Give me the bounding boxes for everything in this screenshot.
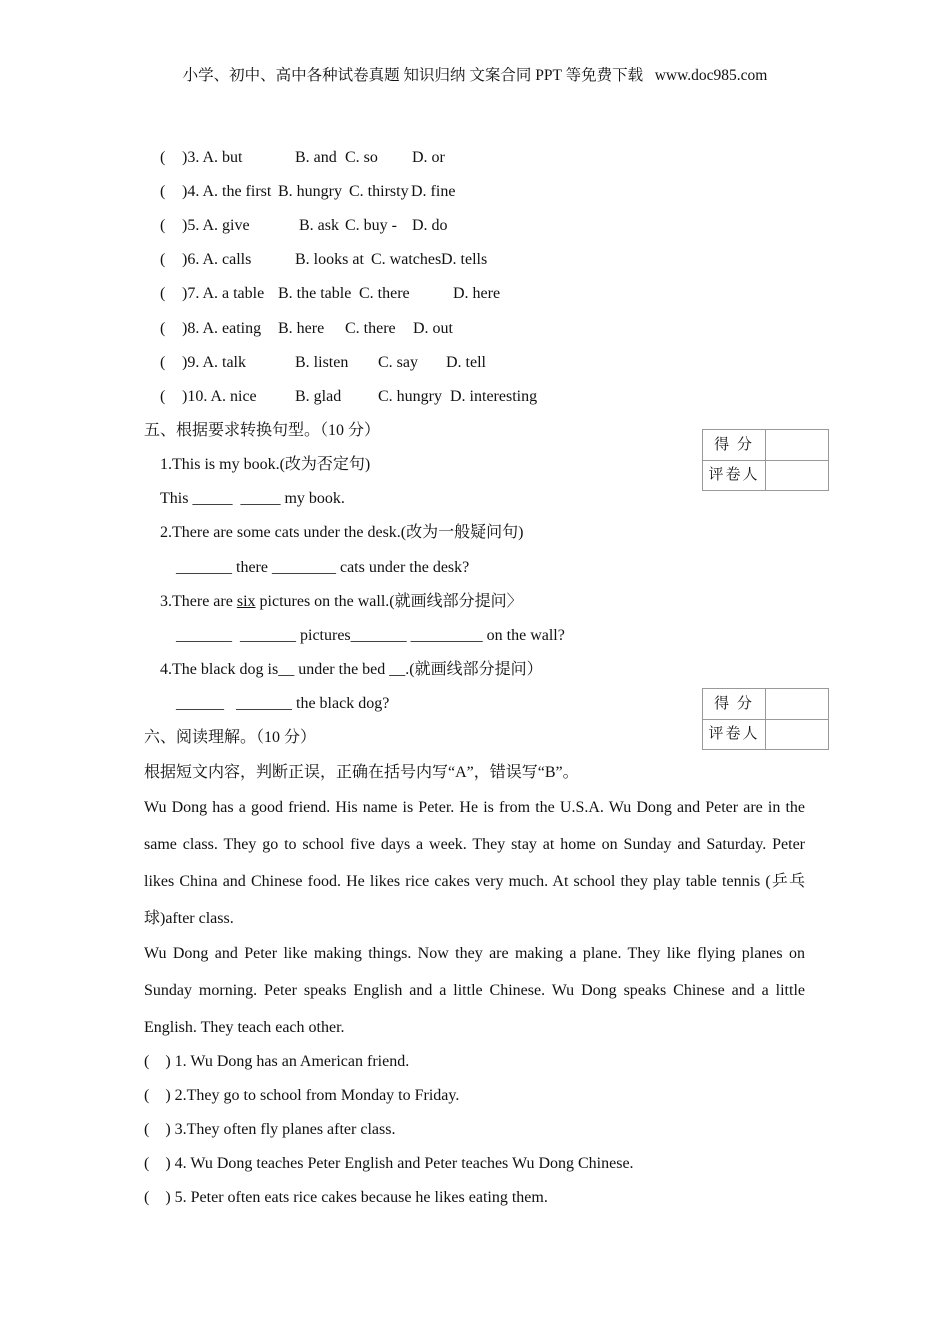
grader-value[interactable]	[766, 719, 828, 749]
choice-d: D. fine	[411, 183, 456, 200]
choice-row-7	[160, 284, 501, 304]
choice-row-8	[160, 319, 453, 339]
choice-c: C. there	[345, 320, 396, 337]
s5-question-1: 1.This is my book.(改为否定句)	[160, 456, 371, 473]
choice-b: B. looks at	[295, 251, 364, 268]
score-box-1	[702, 429, 829, 491]
choice-d: D. tell	[446, 354, 486, 371]
answer-paren[interactable]: (	[160, 217, 166, 234]
section6-title: 六、阅读理解。（10 分）	[144, 729, 317, 746]
score-value[interactable]	[766, 689, 828, 719]
s5-answer-4[interactable]: ______ _______ the black dog?	[176, 695, 390, 712]
choice-row-6	[160, 250, 488, 270]
s5-question-2: 2.There are some cats under the desk.(改为一般疑问句)	[160, 524, 524, 541]
choice-c: C. so	[345, 149, 378, 166]
choice-c: C. watches	[371, 251, 442, 268]
choice-c: C. buy -	[345, 217, 397, 234]
statement-5[interactable]: ( ) 5. Peter often eats rice cakes because he likes eating them.	[144, 1189, 548, 1206]
choice-b: B. listen	[295, 354, 349, 371]
choice-row-10	[160, 387, 538, 407]
choice-d: D. out	[413, 320, 453, 337]
choice-b: B. glad	[295, 388, 342, 405]
score-label: 得 分	[703, 430, 766, 460]
choice-row-5	[160, 216, 448, 236]
choice-c: C. hungry	[378, 388, 442, 405]
s5-q3-pre: 3.There are	[160, 593, 237, 610]
choice-c: C. thirsty	[349, 183, 409, 200]
choice-b: B. here	[278, 320, 325, 337]
choice-d: D. or	[412, 149, 445, 166]
choice-a: )5. A. give	[182, 217, 250, 234]
choice-b: B. ask	[299, 217, 339, 234]
choice-d: D. interesting	[450, 388, 538, 405]
answer-paren[interactable]: (	[160, 183, 166, 200]
statement-2[interactable]: ( ) 2.They go to school from Monday to Friday.	[144, 1087, 460, 1104]
s5-q3-underlined: six	[236, 593, 256, 610]
s5-question-3	[160, 592, 523, 612]
statement-3[interactable]: ( ) 3.They often fly planes after class.	[144, 1121, 396, 1138]
choice-d: D. here	[453, 285, 501, 302]
page-header: 小学、初中、高中各种试卷真题 知识归纳 文案合同 PPT 等免费下载 www.doc985.com	[182, 67, 768, 84]
choice-a: )10. A. nice	[182, 388, 257, 405]
choice-d: D. do	[412, 217, 448, 234]
statement-4[interactable]: ( ) 4. Wu Dong teaches Peter English and Peter teaches Wu Dong Chinese.	[144, 1155, 634, 1172]
reading-paragraph-2: Wu Dong and Peter like making things. Now they are making a plane. They like flying planes on Sunday morning. Peter speaks English and a little Chinese. Wu Dong speaks Chinese and a little English. They teach each other.	[144, 945, 805, 1036]
s5-answer-1[interactable]: This _____ _____ my book.	[160, 490, 345, 507]
choice-a: )8. A. eating	[182, 320, 262, 337]
choice-row-9	[160, 353, 486, 373]
choice-a: )6. A. calls	[182, 251, 252, 268]
choice-row-3	[160, 148, 445, 168]
answer-paren[interactable]: (	[160, 388, 166, 405]
choice-c: C. there	[359, 285, 410, 302]
s5-answer-2[interactable]: _______ there ________ cats under the desk?	[176, 559, 470, 576]
choice-row-4	[160, 182, 456, 202]
s5-answer-3[interactable]: _______ _______ pictures_______ _________ on the wall?	[176, 627, 565, 644]
section6-instruction: 根据短文内容，判断正误，正确在括号内写“A”，错误写“B”。	[144, 764, 579, 781]
choice-c: C. say	[378, 354, 418, 371]
statement-1[interactable]: ( ) 1. Wu Dong has an American friend.	[144, 1053, 410, 1070]
s5-q3-post: pictures on the wall.(就画线部分提问〉	[255, 593, 523, 610]
choice-a: )4. A. the first	[182, 183, 272, 200]
score-value[interactable]	[766, 430, 828, 460]
grader-value[interactable]	[766, 460, 828, 490]
choice-b: B. hungry	[278, 183, 342, 200]
grader-label: 评卷人	[703, 460, 766, 490]
grader-label: 评卷人	[703, 719, 766, 749]
choice-b: B. and	[295, 149, 337, 166]
choice-a: )3. A. but	[182, 149, 243, 166]
reading-paragraph-1: Wu Dong has a good friend. His name is Peter. He is from the U.S.A. Wu Dong and Peter are in the same class. They go to school five days a week. They stay at home on Sunday and Saturday. Peter likes China and Chinese food. He likes rice cakes very much. At school they play table tennis (乒乓球)after class.	[144, 799, 805, 927]
choice-a: )9. A. talk	[182, 354, 246, 371]
answer-paren[interactable]: (	[160, 251, 166, 268]
answer-paren[interactable]: (	[160, 320, 166, 337]
s5-question-4: 4.The black dog is__ under the bed __.(就画线部分提问）	[160, 661, 543, 678]
choice-d: D. tells	[441, 251, 488, 268]
score-box-2	[702, 688, 829, 750]
section5-title: 五、根据要求转换句型。（10 分）	[144, 422, 381, 439]
answer-paren[interactable]: (	[160, 149, 166, 166]
answer-paren[interactable]: (	[160, 285, 166, 302]
choice-b: B. the table	[278, 285, 352, 302]
answer-paren[interactable]: (	[160, 354, 166, 371]
score-label: 得 分	[703, 689, 766, 719]
choice-a: )7. A. a table	[182, 285, 265, 302]
